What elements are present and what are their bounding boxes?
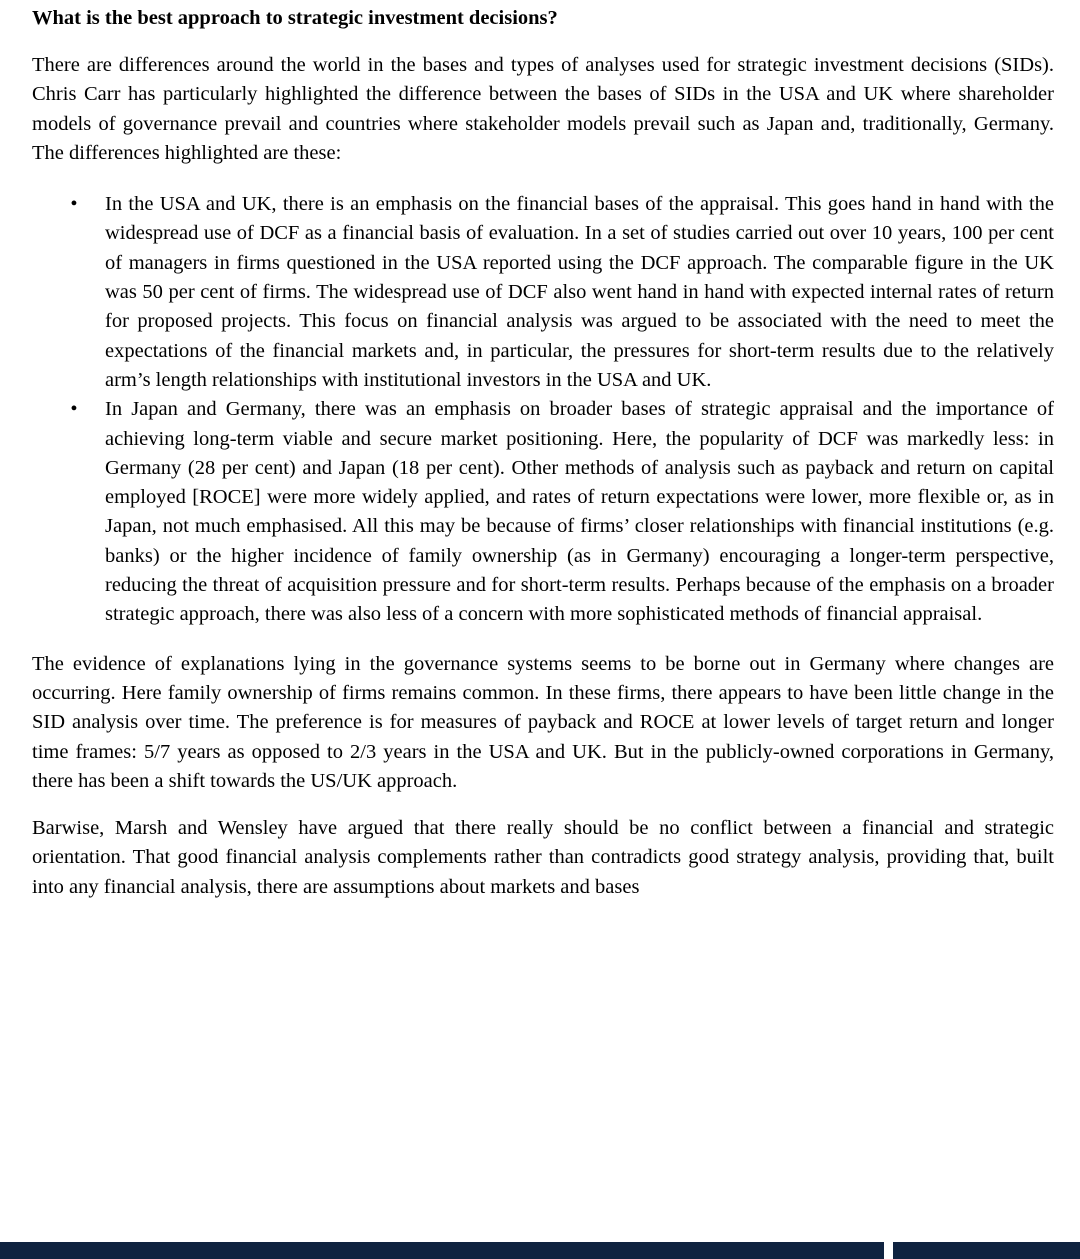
bullet-text: In Japan and Germany, there was an emphasis on broader bases of strategic appraisal and the importance of achieving long-term viable and secure market positioning. Here, the popularity of DCF was markedly less: in Germany (28 per cent) and Japan (18 per cent). Other methods of analysis such as payback and return on capital employed [ROCE] were more widely applied, and rates of return expectations were lower, more flexible or, as in Japan, not much emphasised. All this may be because of firms’ closer relationships with financial institutions (e.g. banks) or the higher incidence of family ownership (as in Germany) encouraging a longer-term perspective, reducing the threat of acquisition pressure and for short-term results. Perhaps because of the emphasis on a broader strategic approach, there was also less of a concern with more sophisticated methods of financial appraisal. xyxy=(105,398,1054,626)
bullet-item-japan-germany xyxy=(32,395,1054,629)
bullet-text: In the USA and UK, there is an emphasis on the financial bases of the appraisal. This goes hand in hand with the widespread use of DCF as a financial basis of evaluation. In a set of studies carried out over 10 years, 100 per cent of managers in firms questioned in the USA reported using the DCF approach. The comparable figure in the UK was 50 per cent of firms. The widespread use of DCF also went hand in hand with expected internal rates of return for proposed projects. This focus on financial analysis was argued to be associated with the need to meet the expectations of the financial markets and, in particular, the pressures for short-term results due to the relatively arm’s length relationships with institutional investors in the USA and UK. xyxy=(105,193,1054,391)
bullet-marker: • xyxy=(70,193,78,216)
footer-bar-page-box xyxy=(893,1242,1080,1259)
governance-paragraph: The evidence of explanations lying in the governance systems seems to be borne out in Germany where changes are occurring. Here family ownership of firms remains common. In these firms, there appears to have been little change in the SID analysis over time. The preference is for measures of payback and ROCE at lower levels of target return and longer time frames: 5/7 years as opposed to 2/3 years in the USA and UK. But in the publicly-owned corporations in Germany, there has been a shift towards the US/UK approach. xyxy=(32,652,1054,792)
footer-bar xyxy=(0,1242,884,1259)
intro-paragraph: There are differences around the world in the bases and types of analyses used for strategic investment decisions (SIDs). Chris Carr has particularly highlighted the difference between the bases of SIDs in the USA and UK where shareholder models of governance prevail and countries where stakeholder models prevail such as Japan and, traditionally, Germany. The differences highlighted are these: xyxy=(32,54,1054,164)
bullet-list xyxy=(32,190,1054,629)
barwise-paragraph: Barwise, Marsh and Wensley have argued that there really should be no conflict between a financial and strategic orientation. That good financial analysis complements rather than contradicts good strategy analysis, providing that, built into any financial analysis, there are assumptions about markets and bases xyxy=(32,817,1054,898)
bullet-item-usa-uk xyxy=(32,190,1054,395)
section-heading: What is the best approach to strategic investment decisions? xyxy=(32,7,558,29)
bullet-marker: • xyxy=(70,398,78,421)
document-page xyxy=(32,4,1054,920)
